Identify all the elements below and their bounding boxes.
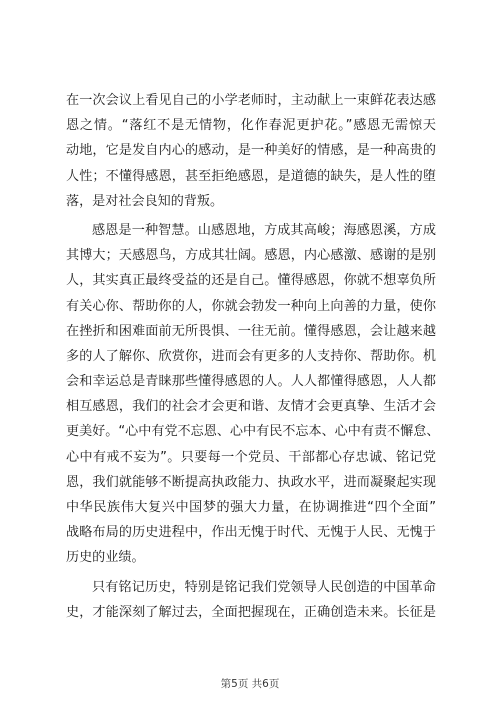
page-number-footer: 第5页 共6页 [220, 678, 280, 690]
text-line: 恩之情。“落红不是无情物，化作春泥更护花。”感恩无需惊天 [66, 118, 436, 134]
text-line: 在一次会议上看见自己的小学老师时，主动献上一束鲜花表达感 [66, 93, 436, 108]
text-line: 多的人了解你、欣赏你，进而会有更多的人支持你、帮助你。机 [66, 348, 436, 364]
text-line: 只有铭记历史，特别是铭记我们党领导人民创造的中国革命 [92, 579, 436, 595]
text-line: 在挫折和困难面前无所畏惧、一往无前。懂得感恩，会让越来越 [66, 323, 436, 339]
text-line: 会和幸运总是青睐那些懂得感恩的人。人人都懂得感恩，人人都 [66, 374, 436, 390]
text-line: 其博大；天感恩鸟，方成其壮阔。感恩，内心感激、感谢的是别 [66, 248, 436, 264]
text-line: 动地，它是发自内心的感动，是一种美好的情感，是一种高贵的 [66, 143, 436, 159]
text-line: 战略布局的历史进程中，作出无愧于时代、无愧于人民、无愧于 [66, 525, 436, 541]
text-line: 人，其实真正最终受益的还是自己。懂得感恩，你就不想辜负所 [66, 273, 436, 289]
body-text [66, 88, 440, 625]
text-line: 心中有戒不妄为”。只要每一个党员、干部都心存忠诚、铭记党 [66, 449, 436, 465]
text-line: 感恩是一种智慧。山感恩地，方成其高峻；海感恩溪，方成 [92, 222, 436, 238]
text-line: 更美好。“心中有党不忘恩、心中有民不忘本、心中有责不懈怠、 [66, 424, 440, 440]
text-line: 人性；不懂得感恩，甚至拒绝感恩，是道德的缺失，是人性的堕 [66, 168, 436, 184]
text-line: 中华民族伟大复兴中国梦的强大力量，在协调推进“四个全面” [66, 500, 436, 515]
text-line: 有关心你、帮助你的人，你就会勃发一种向上向善的力量，使你 [66, 298, 436, 314]
text-line: 史，才能深刻了解过去，全面把握现在，正确创造未来。长征是 [66, 604, 436, 620]
text-line: 历史的业绩。 [66, 550, 145, 566]
text-line: 恩，我们就能够不断提高执政能力、执政水平，进而凝聚起实现 [66, 474, 436, 490]
text-line: 落，是对社会良知的背叛。 [66, 193, 224, 209]
text-line: 相互感恩，我们的社会才会更和谐、友情才会更真挚、生活才会 [66, 399, 436, 415]
